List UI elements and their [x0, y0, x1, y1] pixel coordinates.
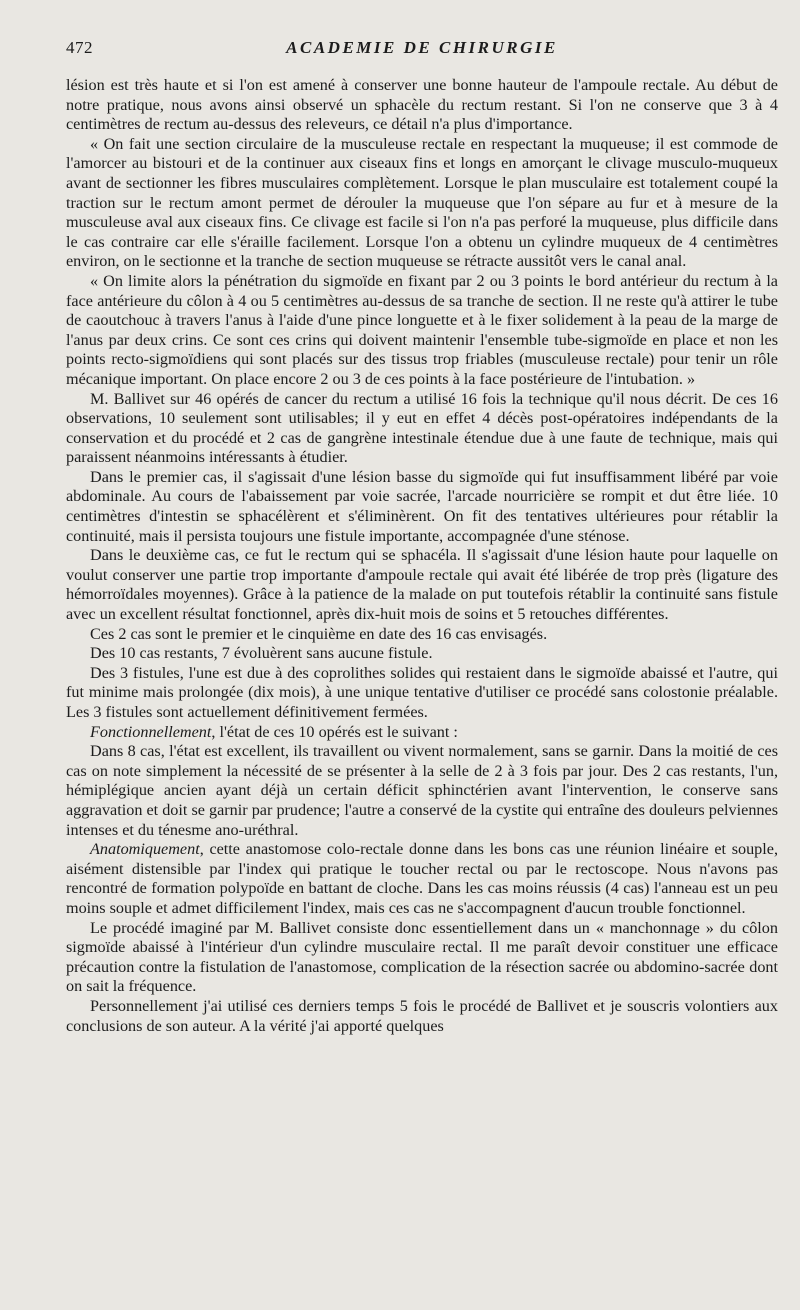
paragraph: Anatomiquement, cette anastomose colo-rectale donne dans les bons cas une réunion linéaire et souple, aisément distensible par l'index qui pratique le toucher rectal ou par le rectoscope. Nous n'avons pas rencontré de formation polypoïde en battant de cloche. Dans les cas moins réussis (4 cas) l'anneau est un peu moins souple et admet difficilement l'index, mais ces cas ne s'accompagnent d'aucun trouble fonctionnel. — [66, 840, 778, 917]
paragraph: Dans le premier cas, il s'agissait d'une lésion basse du sigmoïde qui fut insuffisamment libéré par voie abdominale. Au cours de l'abaissement par voie sacrée, l'arcade nourricière se rompit et dut être liée. 10 centimètres d'intestin se sphacélèrent et s'éliminèrent. On fit des tentatives ultérieures pour rétablir la continuité, mais il persista toujours une fistule importante, accompagnée d'une sténose. — [66, 467, 778, 545]
page-header — [66, 38, 778, 62]
running-title: ACADEMIE DE CHIRURGIE — [286, 38, 558, 57]
paragraph-lead: Anatomiquement — [90, 840, 200, 859]
paragraph: Personnellement j'ai utilisé ces derniers temps 5 fois le procédé de Ballivet et je souscris volontiers aux conclusions de son auteur. A la vérité j'ai apporté quelques — [66, 996, 778, 1035]
paragraph: Dans le deuxième cas, ce fut le rectum qui se sphacéla. Il s'agissait d'une lésion haute pour laquelle on voulut conserver une partie trop importante d'ampoule rectale qui avait été libérée de trop près (ligature des hémorroïdales moyennes). Grâce à la patience de la malade on put toutefois rétablir la continuité sans fistule avec un excellent résultat fonctionnel, après dix-huit mois de soins et 5 retouches différentes. — [66, 546, 778, 624]
paragraph: M. Ballivet sur 46 opérés de cancer du rectum a utilisé 16 fois la technique qu'il nous décrit. De ces 16 observations, 10 seulement sont utilisables; il y eut en effet 4 décès post-opératoires indépendants de la conservation et du procédé et 2 cas de gangrène intestinale étendue due à une faute de technique, mais qui paraissent néanmoins intéressants à étudier. — [66, 389, 778, 467]
paragraph-lead: Fonctionnellement — [90, 722, 212, 741]
page-number: 472 — [66, 38, 93, 57]
paragraph: Fonctionnellement, l'état de ces 10 opérés est le suivant : — [90, 722, 458, 741]
body-text — [66, 76, 778, 1036]
paragraph: lésion est très haute et si l'on est amené à conserver une bonne hauteur de l'ampoule rectale. Au début de notre pratique, nous avons ainsi observé un sphacèle du rectum restant. Si l'on ne conserve que 3 à 4 centimètres de rectum au-dessus des releveurs, ce détail n'a plus d'importance. — [66, 76, 778, 134]
paragraph: Le procédé imaginé par M. Ballivet consiste donc essentiellement dans un « manchonnage » du côlon sigmoïde abaissé à l'intérieur d'un cylindre musculaire rectal. Il me paraît devoir constituer une efficace précaution contre la fistulation de l'anastomose, complication de la résection sacrée ou abdomino-sacrée dont on sait la fréquence. — [66, 918, 778, 996]
paragraph: « On limite alors la pénétration du sigmoïde en fixant par 2 ou 3 points le bord antérieur du rectum à la face antérieure du côlon à 4 ou 5 centimètres au-dessus de sa tranche de section. Il ne reste qu'à attirer le tube de caoutchouc à travers l'anus à l'aide d'une pince longuette et à le fixer solidement à la peau de la marge de l'anus par deux crins. Ce sont ces crins qui doivent maintenir l'ensemble tube-sigmoïde en place et non les points recto-sigmoïdiens qui sont placés sur des tissus trop friables (musculeuse rectale) pour tenir un rôle mécanique important. On place encore 2 ou 3 de ces points à la face postérieure de l'intubation. » — [66, 271, 778, 388]
paragraph: Des 3 fistules, l'une est due à des coprolithes solides qui restaient dans le sigmoïde abaissé et l'autre, qui fut minime mais prolongée (dix mois), à une unique tentative d'utiliser ce procédé sans colostonie préalable. Les 3 fistules sont actuellement définitivement fermées. — [66, 663, 778, 721]
paragraph: Dans 8 cas, l'état est excellent, ils travaillent ou vivent normalement, sans se garnir. Dans la moitié de ces cas on note simplement la nécessité de se présenter à la selle de 2 à 3 fois par jour. Des 2 cas restants, l'un, hémiplégique ancien ayant déjà un certain déficit sphinctérien avant l'intervention, le conserve sans aggravation et doit se garnir par prudence; l'autre a conservé de la cystite qui entraîne des douleurs pelviennes intenses et du ténesme ano-uréthral. — [66, 742, 778, 839]
paragraph: Ces 2 cas sont le premier et le cinquième en date des 16 cas envisagés. — [90, 624, 548, 643]
paragraph: Des 10 cas restants, 7 évoluèrent sans aucune fistule. — [90, 644, 433, 663]
paragraph: « On fait une section circulaire de la musculeuse rectale en respectant la muqueuse; il est commode de l'amorcer au bistouri et de la continuer aux ciseaux fins et longs en amorçant le clivage musculo-muqueux avant de sectionner les fibres musculaires complètement. Lorsque le plan musculaire est totalement coupé la traction sur le rectum amont permet de dérouler la muqueuse que l'on sépare au fur et à mesure de la musculeuse aval aux ciseaux fins. Ce clivage est facile si l'on n'a pas perforé la muqueuse, plus difficile dans le cas contraire car elle s'éraille facilement. Lorsque l'on a obtenu un cylindre muqueux de 4 centimètres environ, on le sectionne et la tranche de section muqueuse se rétracte aussitôt vers le canal anal. — [66, 134, 778, 271]
